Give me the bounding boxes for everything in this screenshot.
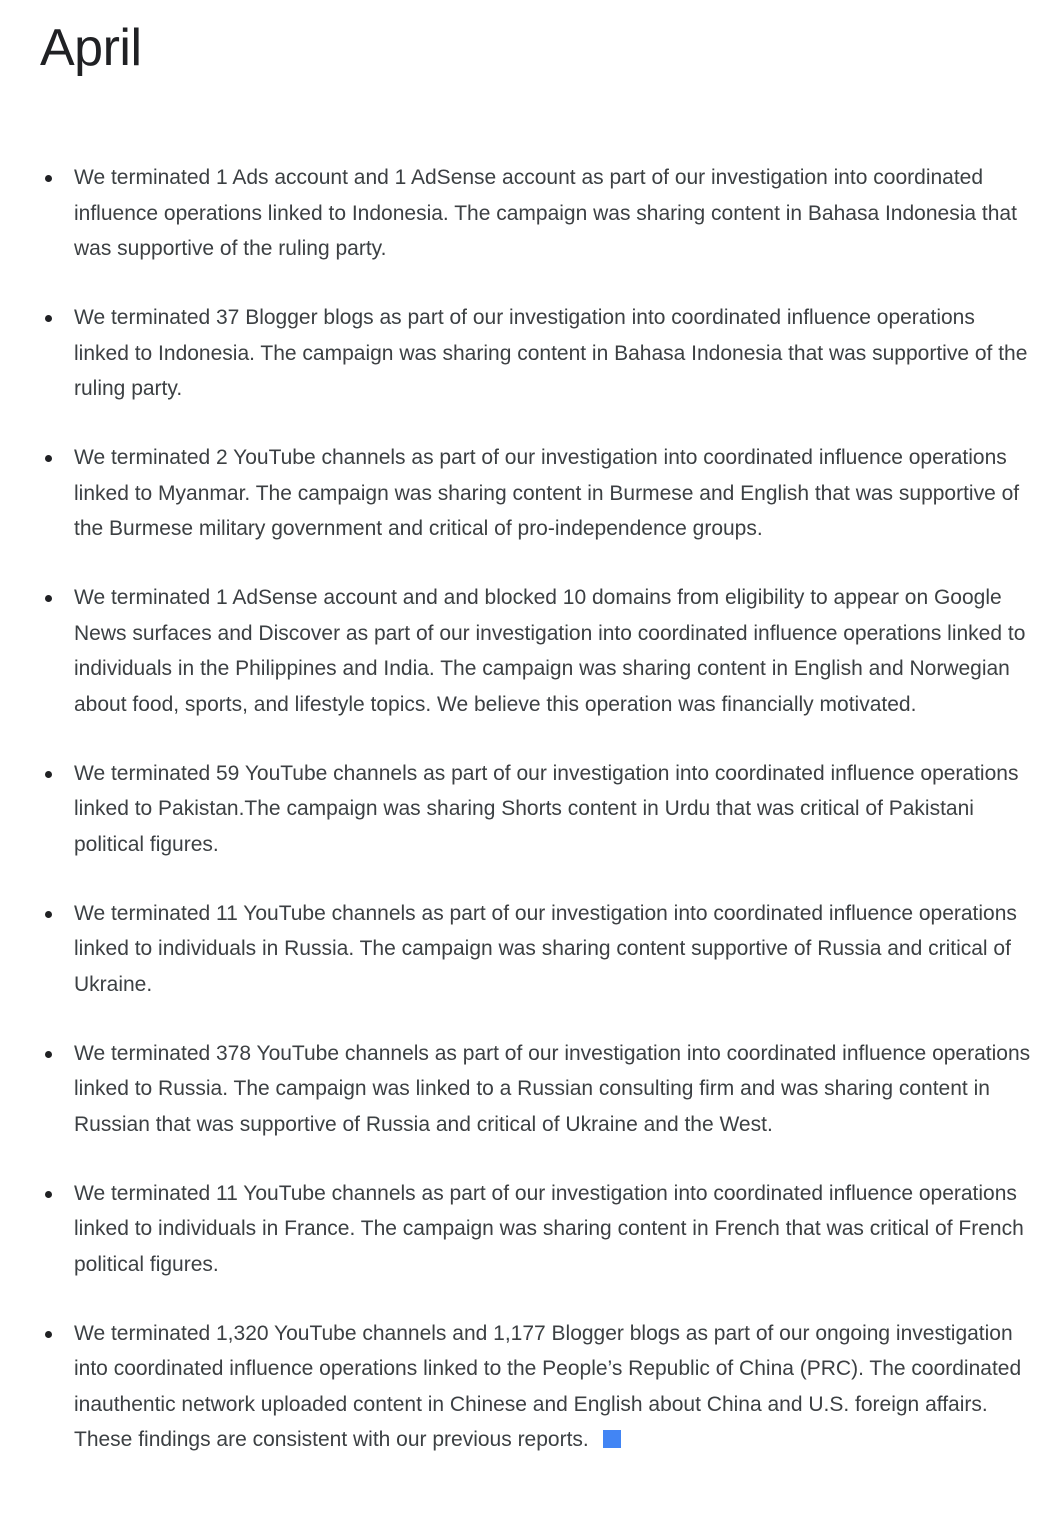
bullet-icon (45, 315, 52, 322)
entry-text: We terminated 2 YouTube channels as part of our investigation into coordinated influence operations linked to Myanmar. The campaign was sharing content in Burmese and English that was supportive of the Burmese military government and critical of pro-independence groups. (74, 446, 1020, 540)
entry-text: We terminated 11 YouTube channels as part of our investigation into coordinated influence operations linked to individuals in Russia. The campaign was sharing content supportive of Russia and critical of Ukraine. (74, 901, 1017, 996)
entry-text: We terminated 1,320 YouTube channels and 1,177 Blogger blogs as part of our ongoing investigation into coordinated influence operations linked to the People’s Republic of China (PRC). The coordinated inauthentic network uploaded content in Chinese and English about China and U.S. foreign affairs. These findings are consistent with our previous reports. (74, 1321, 1022, 1451)
entry-text: We terminated 59 YouTube channels as part of our investigation into coordinated influence operations linked to Pakistan.The campaign was sharing Shorts content in Urdu that was critical of Pakistani political figures. (74, 761, 1019, 856)
list-item (0, 1176, 1053, 1283)
termination-list (0, 160, 1053, 1458)
list-item (0, 160, 1053, 267)
bullet-icon (45, 1331, 52, 1338)
bullet-icon (45, 1191, 52, 1198)
bullet-icon (45, 771, 52, 778)
list-item (0, 580, 1053, 722)
list-item (0, 896, 1053, 1003)
month-heading: April (40, 19, 142, 77)
entry-text: We terminated 11 YouTube channels as part of our investigation into coordinated influence operations linked to individuals in France. The campaign was sharing content in French that was critical of French political figures. (74, 1181, 1024, 1276)
entry-text: We terminated 1 AdSense account and and blocked 10 domains from eligibility to appear on Google News surfaces and Discover as part of our investigation into coordinated influence operations linked to individuals in the Philippines and India. The campaign was sharing content in English and Norwegian about food, sports, and lifestyle topics. We believe this operation was financially motivated. (74, 586, 1026, 716)
bullet-icon (45, 911, 52, 918)
end-of-article-square-icon (603, 1430, 621, 1448)
bullet-icon (45, 595, 52, 602)
bullet-icon (45, 455, 52, 462)
entry-text: We terminated 37 Blogger blogs as part of our investigation into coordinated influence operations linked to Indonesia. The campaign was sharing content in Bahasa Indonesia that was supportive of the ruling party. (74, 306, 1028, 400)
list-item (0, 1036, 1053, 1143)
entry-text: We terminated 378 YouTube channels as part of our investigation into coordinated influence operations linked to Russia. The campaign was linked to a Russian consulting firm and was sharing content in Russian that was supportive of Russia and critical of Ukraine and the West. (74, 1041, 1031, 1136)
list-item (0, 440, 1053, 547)
bullet-icon (45, 1051, 52, 1058)
entry-text: We terminated 1 Ads account and 1 AdSense account as part of our investigation into coordinated influence operations linked to Indonesia. The campaign was sharing content in Bahasa Indonesia that was supportive of the ruling party. (74, 166, 1017, 260)
list-item (0, 756, 1053, 863)
bullet-icon (45, 175, 52, 182)
list-item (0, 1316, 1053, 1458)
list-item (0, 300, 1053, 407)
